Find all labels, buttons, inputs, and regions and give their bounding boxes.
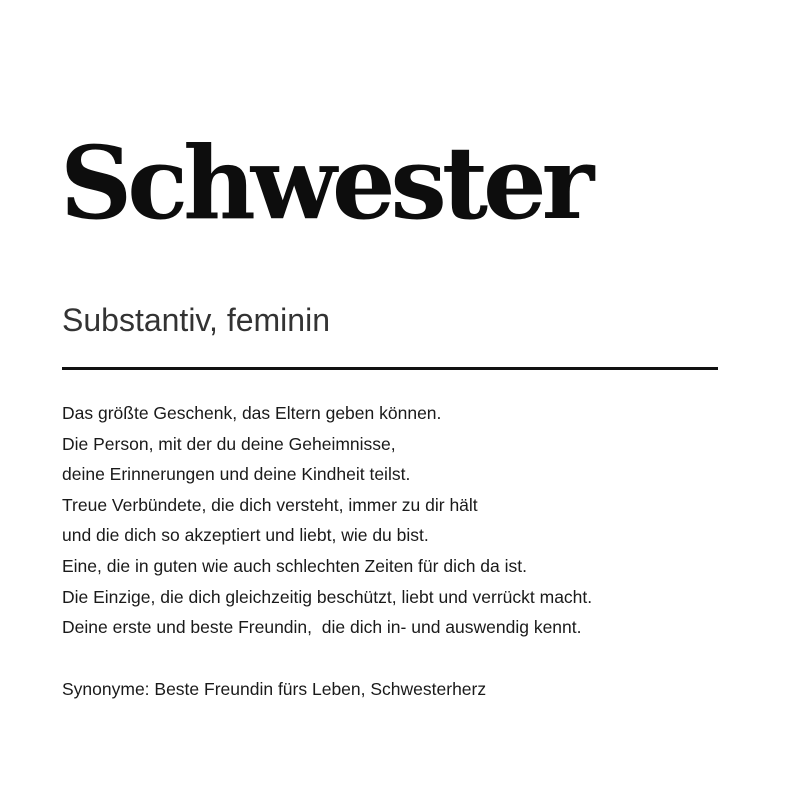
definition-line: deine Erinnerungen und deine Kindheit teilst. <box>62 464 411 485</box>
divider-line <box>62 367 718 370</box>
definition-line: Das größte Geschenk, das Eltern geben können. <box>62 403 442 423</box>
definition-line: Treue Verbündete, die dich versteht, immer zu dir hält <box>62 494 478 515</box>
word-class: Substantiv, feminin <box>62 302 330 338</box>
definition-line: Eine, die in guten wie auch schlechten Zeiten für dich da ist. <box>62 555 527 576</box>
entry-word: Schwester <box>60 124 590 242</box>
definition-line: und die dich so akzeptiert und liebt, wie du bist. <box>62 525 429 546</box>
definition-line: Die Einzige, die dich gleichzeitig beschützt, liebt und verrückt macht. <box>62 586 593 607</box>
definition-line: Deine erste und beste Freundin, die dich in- und auswendig kennt. <box>62 617 582 638</box>
definition-line: Die Person, mit der du deine Geheimnisse, <box>62 433 396 454</box>
definition-text <box>62 398 592 643</box>
synonyms-line: Synonyme: Beste Freundin fürs Leben, Schwesterherz <box>62 679 487 699</box>
